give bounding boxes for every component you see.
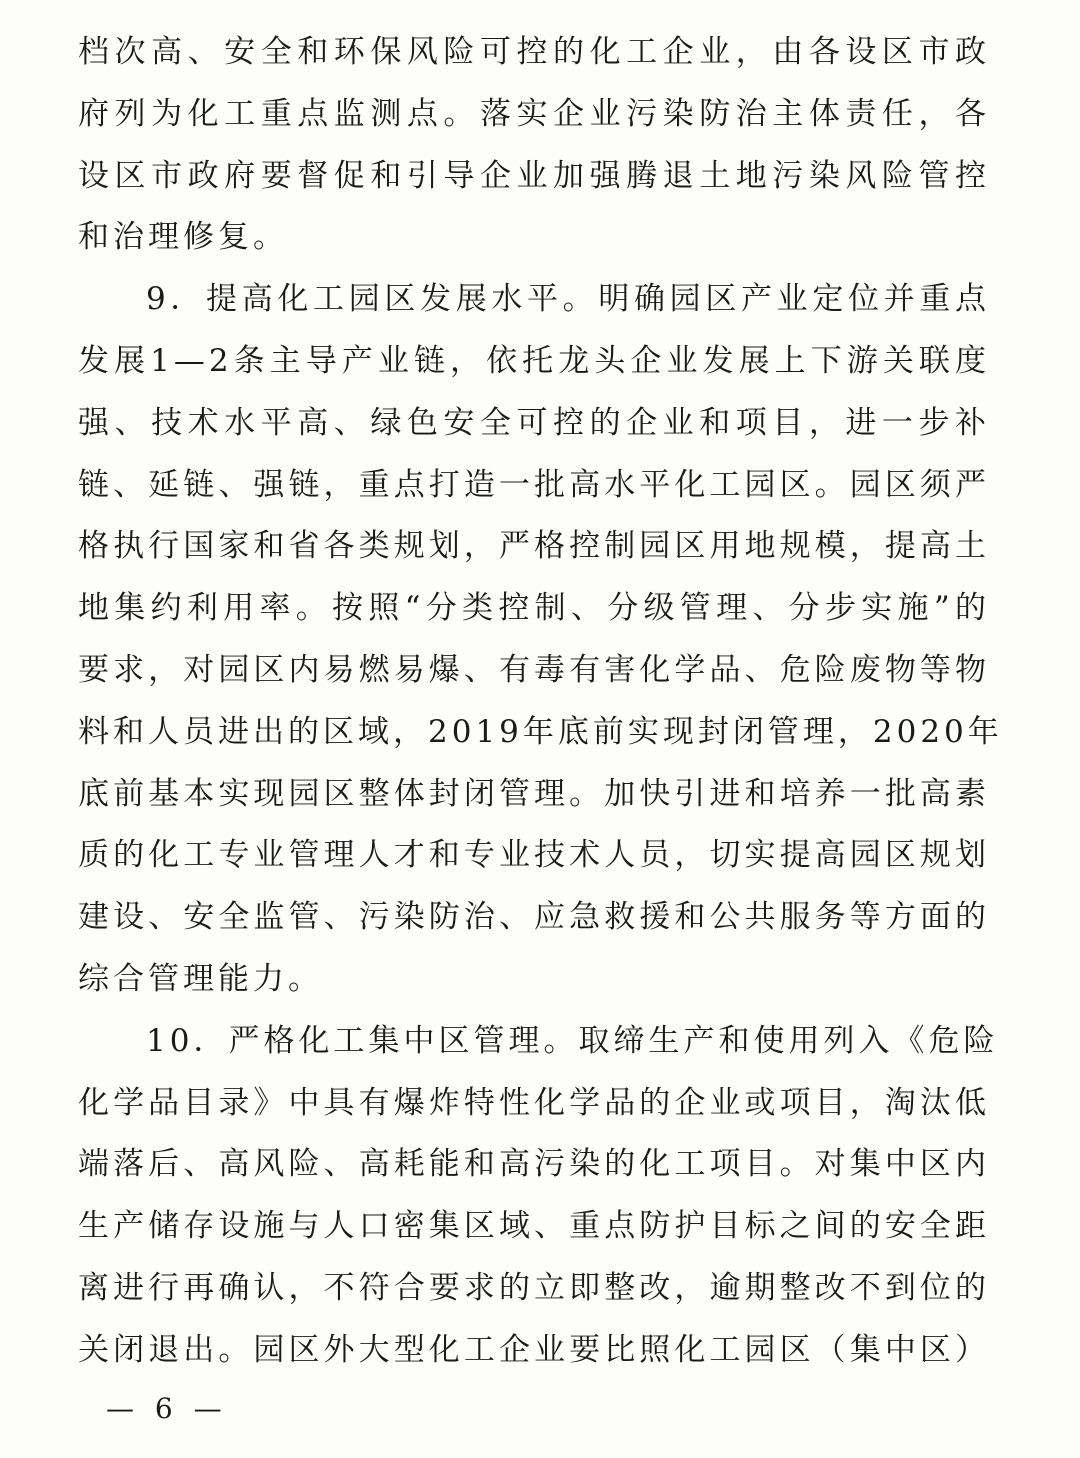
section-heading-line: 9．提高化工园区发展水平。明确园区产业定位并重点 [146,281,990,318]
text-line: 料和人员进出的区域，2019年底前实现封闭管理，2020年 [78,713,1003,750]
text-line: 要求，对园区内易燃易爆、有毒有害化学品、危险废物等物 [78,651,990,688]
text-line: 化学品目录》中具有爆炸特性化学品的企业或项目，淘汰低 [78,1084,990,1121]
text-line: 档次高、安全和环保风险可控的化工企业，由各设区市政 [78,34,990,70]
text-line: 格执行国家和省各类规划，严格控制园区用地规模，提高土 [78,528,990,565]
text-line: 底前基本实现园区整体封闭管理。加快引进和培养一批高素 [78,775,990,812]
text-line: 发展1—2条主导产业链，依托龙头企业发展上下游关联度 [78,342,990,379]
text-line: 质的化工专业管理人才和专业技术人员，切实提高园区规划 [78,837,990,874]
text-line: 关闭退出。园区外大型化工企业要比照化工园区（集中区） [78,1331,990,1368]
text-line: 设区市政府要督促和引导企业加强腾退土地污染风险管控 [78,157,990,194]
section-heading-line: 10．严格化工集中区管理。取缔生产和使用列入《危险 [146,1022,999,1059]
text-line: 府列为化工重点监测点。落实企业污染防治主体责任，各 [78,95,990,132]
text-line: 端落后、高风险、高耗能和高污染的化工项目。对集中区内 [78,1146,990,1183]
text-line: 强、技术水平高、绿色安全可控的企业和项目，进一步补 [78,404,990,441]
text-line: 链、延链、强链，重点打造一批高水平化工园区。园区须严 [78,466,990,503]
text-line: 离进行再确认，不符合要求的立即整改，逾期整改不到位的 [78,1269,990,1306]
text-line: 地集约利用率。按照“分类控制、分级管理、分步实施”的 [78,590,990,627]
page-number: — 6 — [106,1392,228,1425]
text-line: 和治理修复。 [78,219,288,256]
text-line: 综合管理能力。 [78,960,323,997]
text-line: 建设、安全监管、污染防治、应急救援和公共服务等方面的 [78,899,990,936]
body-text [78,22,1003,1382]
text-line: 生产储存设施与人口密集区域、重点防护目标之间的安全距 [78,1208,990,1245]
